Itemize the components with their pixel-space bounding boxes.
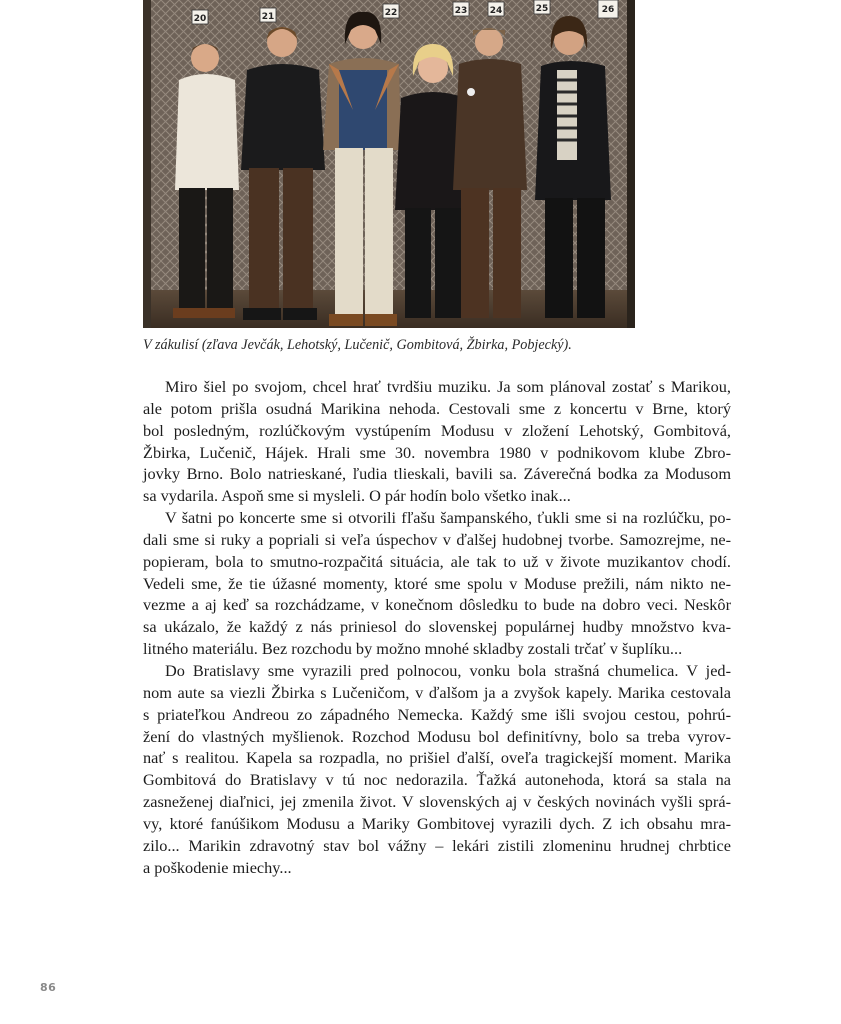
text-line: s priateľkou Andreou zo západného Nemecka. Každý sme išli svojou cestou, pohrú-: [143, 704, 731, 724]
text-line: Žbirka, Lučenič, Hájek. Hrali sme 30. novembra 1980 v podnikovom klube Zbro-: [143, 442, 731, 462]
text-line: zasneženej diaľnici, jej zmenila život. V slovenských aj v českých novinách vyšli sprá-: [143, 792, 731, 812]
paragraph-1: [143, 376, 731, 507]
text-line: Gombitová do Bratislavy v tú noc nedorazila. Ťažká autonehoda, ktorá sa stala na: [143, 770, 731, 790]
text-line: V šatni po koncerte sme si otvorili fľašu šampanského, ťukli sme si na rozlúčku, po-: [165, 508, 731, 528]
text-line: nom aute sa viezli Žbirka s Lučeničom, v ďalšom ja a zvyšok kapely. Marika cestovala: [143, 682, 731, 702]
person-2: [241, 27, 325, 320]
locker-20: 20: [193, 14, 207, 24]
locker-25: 25: [535, 4, 549, 14]
text-line: sa vydarila. Aspoň sme si mysleli. O pár hodín bolo všetko inak...: [143, 486, 571, 506]
text-line: dali sme si ruky a popriali si veľa úspechov v ďalšej hudobnej tvorbe. Samozrejme, ne-: [143, 529, 731, 549]
text-line: žení do vlastných myšlienok. Rozchod Modusu bol definitívny, bolo sa treba vyrov-: [143, 726, 731, 746]
text-line: zilo... Marikin zdravotný stav bol vážny – lekári zistili zlomeninu hrudnej chrbtice: [143, 835, 731, 855]
photo-caption: V zákulisí (zľava Jevčák, Lehotský, Lučenič, Gombitová, Žbirka, Pobjecký).: [143, 337, 572, 353]
text-line: Do Bratislavy sme vyrazili pred polnocou, vonku bola strašná chumelica. V jed-: [165, 660, 731, 680]
paragraph-3: [143, 660, 731, 878]
text-line: bol posledným, rozlúčkovým vystúpením Modusu v zložení Lehotský, Gombitová,: [143, 420, 731, 440]
text-line: jovky Brno. Bolo natrieskané, ľudia tlieskali, bavili sa. Záverečná bodka za Modusom: [143, 464, 731, 484]
locker-24: 24: [489, 6, 503, 16]
article-body: [143, 376, 731, 878]
text-line: a poškodenie miechy...: [143, 857, 292, 877]
text-line: ale potom prišla osudná Marikina nehoda. Cestovali sme z koncertu v Brne, ktorý: [143, 398, 731, 418]
locker-26: 26: [601, 5, 615, 15]
locker-21: 21: [261, 12, 275, 22]
text-line: vy, ktoré fanúšikom Modusu a Mariky Gombitovej vyrazili dych. Z ich obsahu mra-: [143, 813, 731, 833]
locker-22: 22: [384, 8, 398, 18]
group-photo: [143, 0, 635, 328]
locker-23: 23: [454, 6, 468, 16]
text-line: popieram, bola to smutno-rozpačitá situácia, ale tak to už v živote muzikantov chodí.: [143, 551, 731, 571]
photo-illustration-icon: [143, 0, 635, 328]
text-line: litného materiálu. Bez rozchodu by možno mnohé skladby zostali trčať v šuplíku...: [143, 639, 683, 659]
text-line: sa ukázalo, že každý z nás priniesol do slovenskej populárnej hudby množstvo kva-: [143, 617, 731, 637]
text-line: Vedeli sme, že tie úžasné momenty, ktoré sme spolu v Moduse prežili, nám nikto ne-: [143, 573, 731, 593]
paragraph-2: [143, 507, 731, 660]
page-number: 86: [40, 981, 57, 994]
text-line: vezme a aj keď sa rozchádzame, v konečnom dôsledku to bude na dobro veci. Neskôr: [143, 595, 731, 615]
text-line: nať s realitou. Kapela sa rozpadla, no prišiel ďalší, oveľa tragickejší moment. Marika: [143, 748, 731, 768]
text-line: Miro šiel po svojom, chcel hrať tvrdšiu muziku. Ja som plánoval zostať s Marikou,: [165, 377, 731, 396]
